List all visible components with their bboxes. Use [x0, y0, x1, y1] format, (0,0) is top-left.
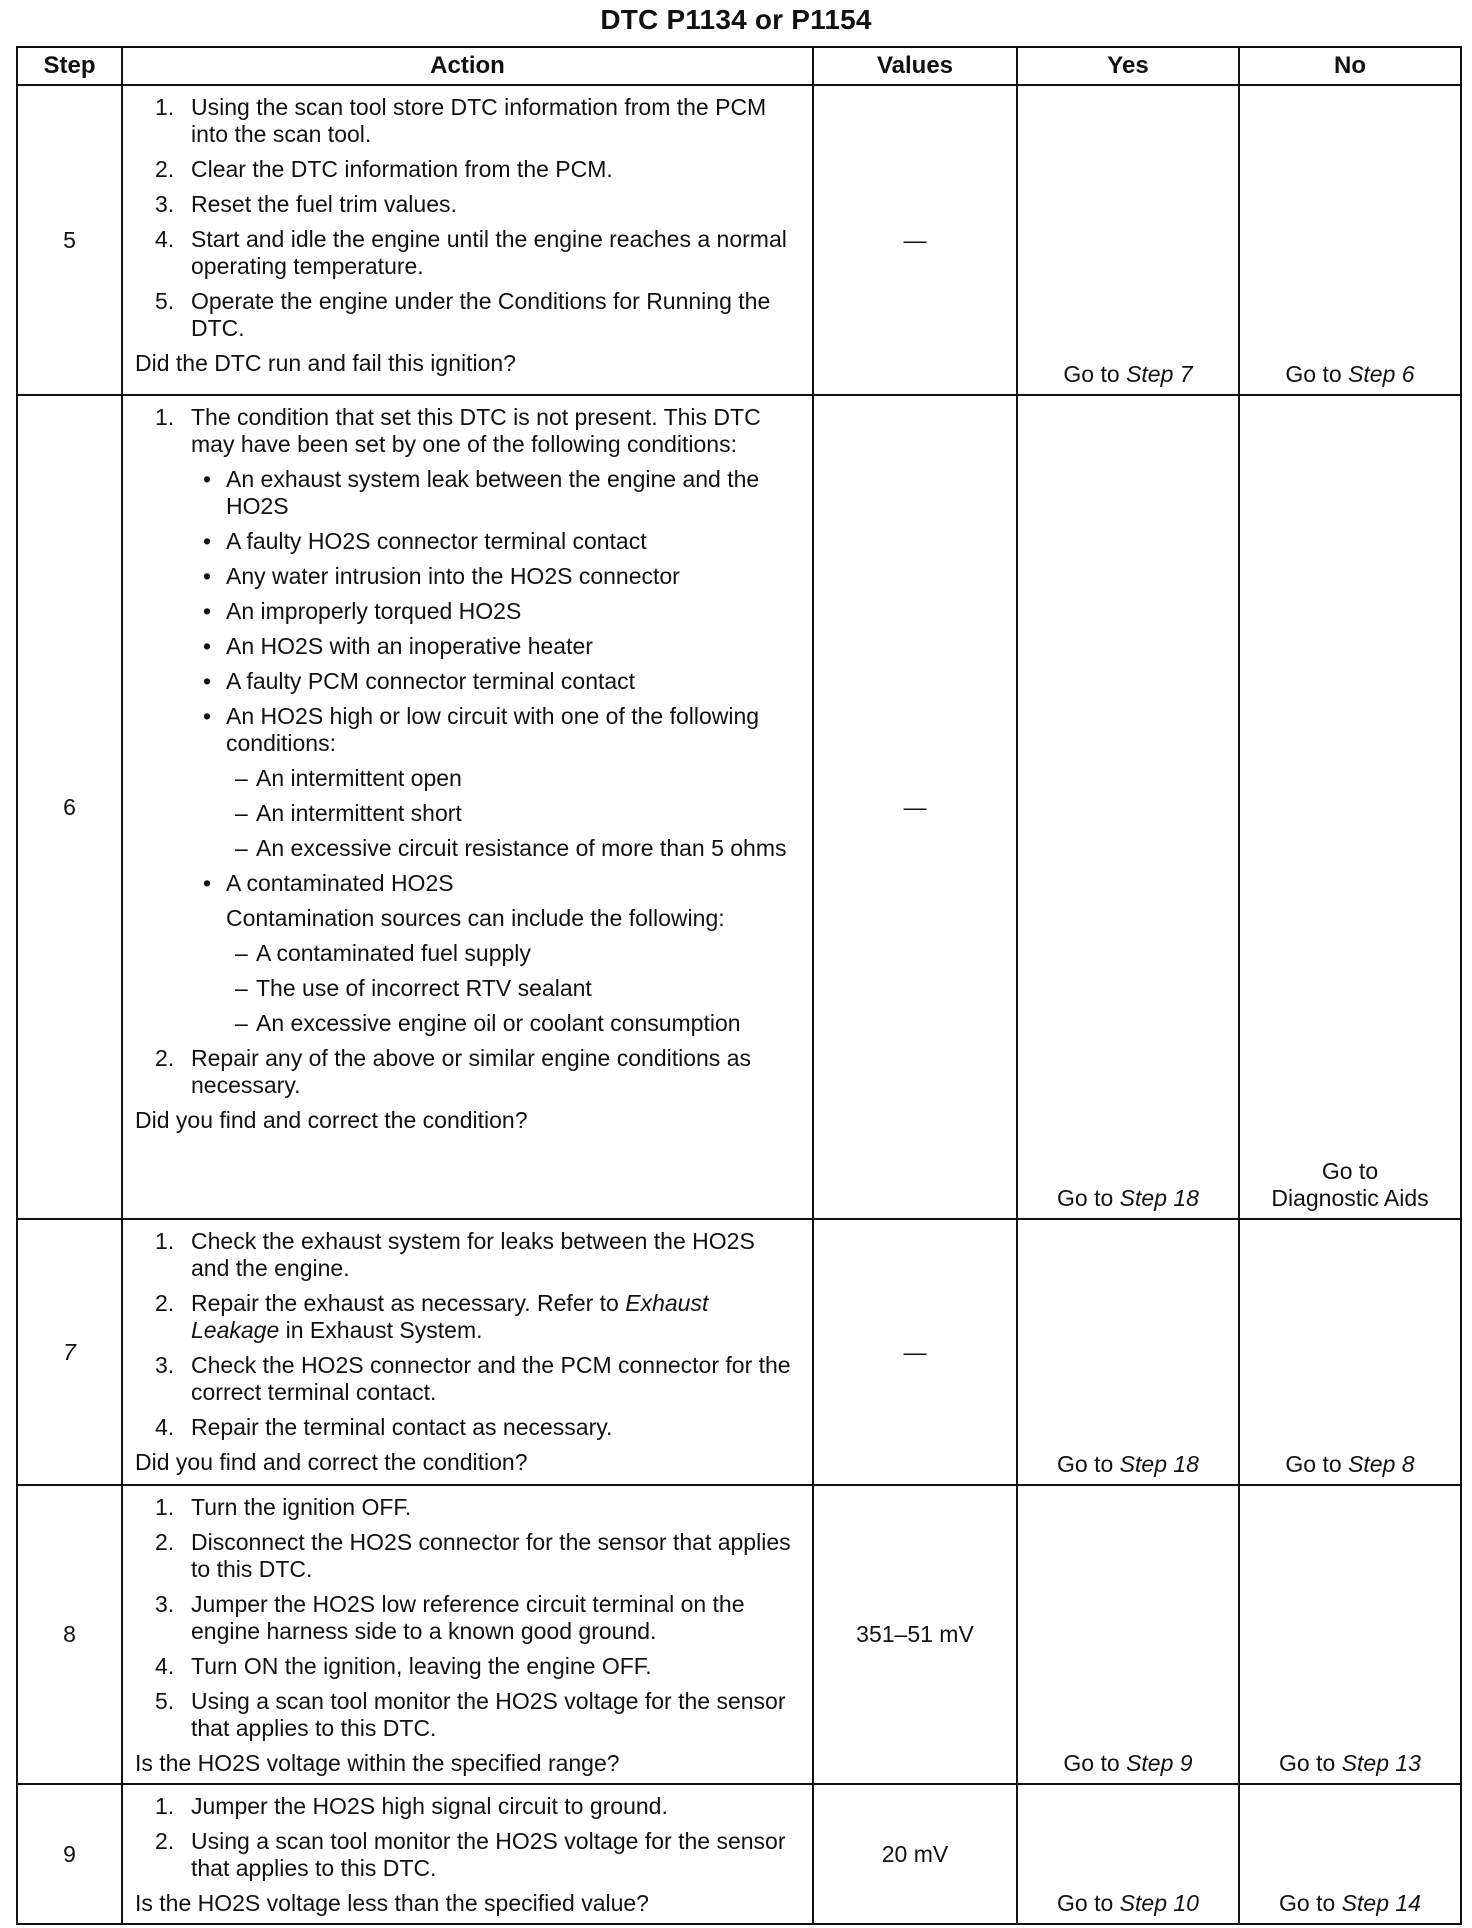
header-no: No: [1239, 47, 1461, 85]
no-cell: Go to Diagnostic Aids: [1239, 395, 1461, 1219]
action-cell: [122, 85, 813, 395]
header-yes: Yes: [1017, 47, 1239, 85]
action-item: 2. Repair the exhaust as necessary. Refer to Exhaust Leakage in Exhaust System.: [155, 1290, 709, 1343]
condition-bullet: • A contaminated HO2S Contamination sources can include the following: – A contaminated fuel supply – The use of incorrect RTV sealant – An excessive engine oil or coolant consumption: [191, 870, 798, 1037]
condition-bullet: • A faulty PCM connector terminal contact: [191, 668, 798, 695]
step-number: 5: [17, 85, 122, 395]
action-item: 1. Turn the ignition OFF.: [155, 1494, 412, 1520]
circuit-condition: – An excessive circuit resistance of more than 5 ohms: [226, 835, 798, 862]
condition-bullet: • An HO2S with an inoperative heater: [191, 633, 798, 660]
step-number: 9: [17, 1784, 122, 1924]
condition-bullet: • A faulty HO2S connector terminal contact: [191, 528, 798, 555]
condition-bullet: • Any water intrusion into the HO2S connector: [191, 563, 798, 590]
action-item: 2. Disconnect the HO2S connector for the sensor that applies to this DTC.: [155, 1529, 791, 1582]
step-question: Is the HO2S voltage less than the specified value?: [135, 1890, 649, 1916]
header-values: Values: [813, 47, 1017, 85]
step-reference: Step 9: [1126, 1750, 1193, 1776]
header-action: Action: [122, 47, 813, 85]
contamination-source: – The use of incorrect RTV sealant: [226, 975, 798, 1002]
page-title: DTC P1134 or P1154: [600, 4, 872, 35]
yes-cell: Go to Step 7: [1017, 85, 1239, 395]
table-row-step-8: [17, 1485, 1461, 1784]
action-item: 3. Check the HO2S connector and the PCM connector for the correct terminal contact.: [155, 1352, 791, 1405]
action-item: 1. The condition that set this DTC is not present. This DTC may have been set by one of the following conditions: • An exhaust system leak between the engine and the HO2S • A faulty HO2S connector terminal contact • Any water intrusion into the HO2S connector • An improperly torqued HO2S • An HO2S with an inoperative heater • A faulty PCM connector terminal contact • An HO2S high or low circuit with one of the following conditions: – An intermittent open – An intermittent short – An excessive circuit resistance of more than 5 ohms • A contaminated HO2S Contamination sources can include the following: – A contaminated fuel supply – The use of incorrect RTV sealant – An excessive engine oil or coolant consumption: [135, 404, 798, 1037]
values-cell: 20 mV: [813, 1784, 1017, 1924]
action-cell: [122, 1219, 813, 1485]
step-reference: Step 8: [1348, 1451, 1415, 1477]
header-row: [17, 47, 1461, 85]
condition-bullet: • An improperly torqued HO2S: [191, 598, 798, 625]
action-item: 3. Reset the fuel trim values.: [155, 191, 457, 217]
step-number: 8: [17, 1485, 122, 1784]
diagnostic-table: [16, 46, 1462, 1925]
no-cell: Go to Step 8: [1239, 1219, 1461, 1485]
header-step: Step: [17, 47, 122, 85]
step-reference: Step 14: [1341, 1890, 1421, 1916]
action-item: 1. Jumper the HO2S high signal circuit to ground.: [155, 1793, 668, 1819]
step-question: Did you find and correct the condition?: [135, 1107, 528, 1133]
no-cell: Go to Step 14: [1239, 1784, 1461, 1924]
step-number: 6: [17, 395, 122, 1219]
yes-cell: Go to Step 18: [1017, 395, 1239, 1219]
action-item: 1. Using the scan tool store DTC information from the PCM into the scan tool.: [155, 94, 767, 147]
diagnostic-aids-reference: Diagnostic Aids: [1271, 1185, 1429, 1211]
action-item: 4. Start and idle the engine until the engine reaches a normal operating temperature.: [155, 226, 787, 279]
table-row-step-9: [17, 1784, 1461, 1924]
circuit-condition: – An intermittent short: [226, 800, 798, 827]
values-cell: —: [813, 1219, 1017, 1485]
yes-cell: Go to Step 10: [1017, 1784, 1239, 1924]
action-cell: [122, 1485, 813, 1784]
step-reference: Step 18: [1119, 1185, 1199, 1211]
contamination-source: – A contaminated fuel supply: [226, 940, 798, 967]
contamination-note: Contamination sources can include the following:: [226, 905, 725, 931]
step-question: Did you find and correct the condition?: [135, 1449, 528, 1475]
contamination-source: – An excessive engine oil or coolant consumption: [226, 1010, 798, 1037]
step-reference: Step 18: [1119, 1451, 1199, 1477]
action-item: 5. Operate the engine under the Conditions for Running the DTC.: [155, 288, 771, 341]
circuit-condition: – An intermittent open: [226, 765, 798, 792]
table-row-step-7: [17, 1219, 1461, 1485]
no-cell: Go to Step 13: [1239, 1485, 1461, 1784]
yes-cell: Go to Step 18: [1017, 1219, 1239, 1485]
table-row-step-6: [17, 395, 1461, 1219]
no-cell: Go to Step 6: [1239, 85, 1461, 395]
step-reference: Step 13: [1341, 1750, 1421, 1776]
values-cell: 351–51 mV: [813, 1485, 1017, 1784]
step-question: Did the DTC run and fail this ignition?: [135, 350, 516, 376]
action-item: 4. Turn ON the ignition, leaving the engine OFF.: [155, 1653, 652, 1679]
condition-bullet: • An exhaust system leak between the engine and the HO2S: [191, 466, 798, 520]
action-item: 5. Using a scan tool monitor the HO2S voltage for the sensor that applies to this DTC.: [155, 1688, 786, 1741]
action-cell: [122, 1784, 813, 1924]
step-question: Is the HO2S voltage within the specified range?: [135, 1750, 620, 1776]
step-reference: Step 7: [1126, 361, 1193, 387]
step-number: 7: [17, 1219, 122, 1485]
table-row-step-5: [17, 85, 1461, 395]
condition-bullet: • An HO2S high or low circuit with one of the following conditions: – An intermittent open – An intermittent short – An excessive circuit resistance of more than 5 ohms: [191, 703, 798, 862]
step-reference: Step 10: [1119, 1890, 1199, 1916]
action-item: 2. Using a scan tool monitor the HO2S voltage for the sensor that applies to this DTC.: [155, 1828, 786, 1881]
action-cell: [122, 395, 813, 1219]
step-reference: Step 6: [1348, 361, 1415, 387]
action-item: 4. Repair the terminal contact as necessary.: [155, 1414, 613, 1440]
yes-cell: Go to Step 9: [1017, 1485, 1239, 1784]
action-item: 3. Jumper the HO2S low reference circuit terminal on the engine harness side to a known good ground.: [155, 1591, 745, 1644]
values-cell: —: [813, 395, 1017, 1219]
values-cell: —: [813, 85, 1017, 395]
action-item: 2. Clear the DTC information from the PCM.: [155, 156, 613, 182]
action-item: 1. Check the exhaust system for leaks between the HO2S and the engine.: [155, 1228, 755, 1281]
action-item: 2. Repair any of the above or similar engine conditions as necessary.: [155, 1045, 751, 1098]
